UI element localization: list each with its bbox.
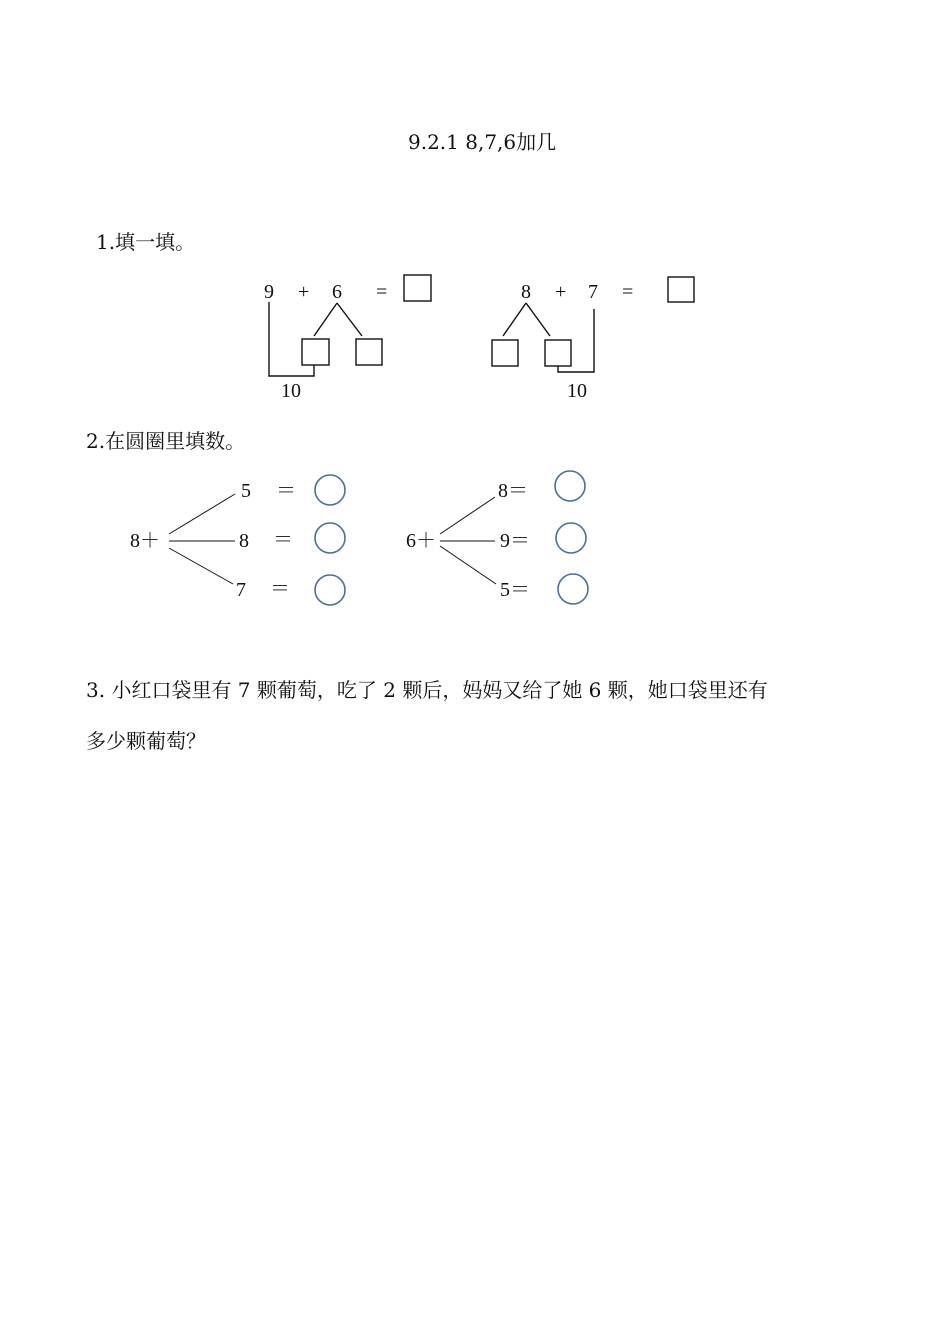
q3-line-2: 多少颗葡萄？: [86, 729, 206, 753]
q1-left-split-box-2[interactable]: [356, 339, 382, 365]
q1-right-answer-box[interactable]: [668, 277, 694, 302]
q1-right-a: 8: [521, 281, 531, 303]
q2-left-line-1: [169, 494, 235, 534]
q1-right-b: 7: [588, 281, 598, 303]
q1-right-ten: 10: [567, 380, 587, 402]
q2-left-eq-1: ＝: [276, 480, 296, 502]
q1-left-split-line-2: [337, 303, 362, 336]
q1-left-a: 9: [264, 281, 274, 303]
q2-left-item-2: 8: [239, 530, 249, 552]
q2-right-answer-circle-2[interactable]: [556, 523, 586, 553]
q2-left-eq-3: ＝: [270, 578, 290, 600]
q2-left-answer-circle-2[interactable]: [315, 523, 345, 553]
q2-left-item-3: 7: [236, 579, 246, 601]
q1-left-eq: =: [376, 281, 388, 303]
q1-right-split-box-1[interactable]: [492, 340, 518, 366]
q2-right-answer-circle-3[interactable]: [558, 574, 588, 604]
q3-line-1: 3. 小红口袋里有 7 颗葡萄，吃了 2 颗后，妈妈又给了她 6 颗，她口袋里还有: [86, 678, 768, 702]
q1-left-split-box-1[interactable]: [302, 339, 329, 365]
q1-left-ten: 10: [281, 380, 301, 402]
q1-right-eq: =: [622, 281, 634, 303]
q1-left-op: +: [298, 281, 310, 303]
q2-right-answer-circle-1[interactable]: [555, 471, 585, 501]
q2-left-eq-2: ＝: [273, 529, 293, 551]
q2-right-base: 6＋: [406, 530, 436, 552]
q1-right-op: +: [555, 281, 567, 303]
q2-right-item-2: 9＝: [500, 530, 530, 552]
q2-left-answer-circle-3[interactable]: [315, 575, 345, 605]
q2-left-base: 8＋: [130, 530, 160, 552]
q2-right-item-1: 8＝: [498, 480, 528, 502]
q1-left-b: 6: [332, 281, 342, 303]
q1-heading: 1.填一填。: [96, 230, 196, 254]
q2-left-answer-circle-1[interactable]: [315, 475, 345, 505]
q2-right-line-1: [440, 497, 495, 534]
q2-left-line-3: [169, 548, 233, 584]
q1-right-split-box-2[interactable]: [545, 340, 571, 366]
q2-right-item-3: 5＝: [500, 579, 530, 601]
q1-left-split-line-1: [314, 303, 337, 336]
q1-right-split-line-2: [526, 303, 550, 336]
q2-left-item-1: 5: [241, 480, 251, 502]
q1-left-answer-box[interactable]: [404, 275, 431, 301]
q2-heading: 2.在圆圈里填数。: [86, 429, 246, 453]
page-title: 9.2.1 8,7,6加几: [408, 130, 557, 154]
q2-right-line-3: [440, 546, 496, 584]
q1-right-split-line-1: [503, 303, 526, 336]
